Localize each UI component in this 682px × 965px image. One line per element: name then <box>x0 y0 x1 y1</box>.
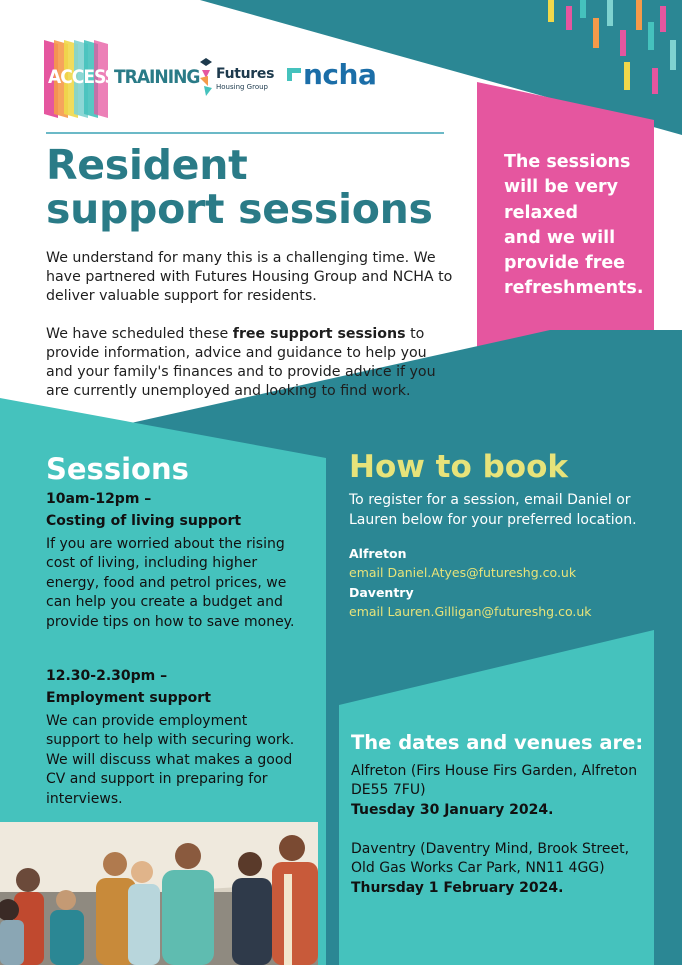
intro-text <box>46 249 456 420</box>
page-title <box>46 143 433 231</box>
callout-line: The sessions <box>504 152 631 172</box>
location-name: Daventry <box>349 585 414 600</box>
booking-email-link[interactable]: email Lauren.Gilligan@futureshg.co.uk <box>349 604 592 619</box>
session-time: 10am-12pm – <box>46 491 152 507</box>
futures-name: Futures <box>216 66 275 82</box>
how-to-book-text: To register for a session, email Daniel or Lauren below for your preferred location. <box>349 492 637 528</box>
access-word: ACCESS <box>48 66 116 88</box>
callout-line: will be very <box>504 177 619 198</box>
group-photo <box>0 822 318 965</box>
access-training-logo <box>44 40 200 120</box>
session-item <box>46 665 296 809</box>
intro-p2-bold: free support sessions <box>232 326 406 342</box>
venue-date: Thursday 1 February 2024. <box>351 879 564 896</box>
title-line-2: support sessions <box>46 185 433 233</box>
booking-location <box>349 544 576 582</box>
session-time: 12.30-2.30pm – <box>46 668 168 684</box>
callout-line: relaxed <box>504 202 578 223</box>
venue-item <box>351 762 651 820</box>
callout-line: provide free <box>504 253 626 274</box>
how-to-book-heading: How to book <box>349 449 568 485</box>
session-item <box>46 488 296 632</box>
booking-location <box>349 583 592 621</box>
session-description: We can provide employment support to help with securing work. We will discuss what makes a good CV and support in preparing for interviews. <box>46 713 295 807</box>
futures-housing-logo <box>198 56 275 102</box>
training-word: TRAINING <box>114 66 200 88</box>
dates-heading: The dates and venues are: <box>351 731 644 754</box>
title-line-1: Resident <box>46 141 248 189</box>
intro-p2-after: to provide information, advice and guidance to help you and your family's finances and to provide advice if you are currently unemployed and looking to find work. <box>46 326 436 399</box>
booking-email-link[interactable]: email Daniel.Atyes@futureshg.co.uk <box>349 565 577 580</box>
venue-date: Tuesday 30 January 2024. <box>351 801 554 818</box>
header-divider <box>46 132 444 134</box>
venue-address: Alfreton (Firs House Firs Garden, Alfreton DE55 7FU) <box>351 763 638 799</box>
refreshments-callout <box>504 150 654 302</box>
callout-line: refreshments. <box>504 278 644 299</box>
intro-paragraph-1: We understand for many this is a challenging time. We have partnered with Futures Housing Group and NCHA to deliver valuable support for residents. <box>46 250 453 304</box>
venue-address: Daventry (Daventry Mind, Brook Street, Old Gas Works Car Park, NN11 4GG) <box>351 841 630 877</box>
session-description: If you are worried about the rising cost of living, including higher energy, food and petrol prices, we can help you create a budget and provide tips on how to save money. <box>46 536 295 630</box>
session-title: Employment support <box>46 690 211 706</box>
ncha-logo <box>287 58 382 94</box>
location-name: Alfreton <box>349 546 407 561</box>
session-title: Costing of living support <box>46 513 242 529</box>
callout-line: and we will <box>504 227 616 248</box>
sessions-heading: Sessions <box>46 452 189 486</box>
intro-p2-before: We have scheduled these <box>46 326 233 342</box>
venue-item <box>351 840 651 898</box>
ncha-word: ncha <box>303 58 377 91</box>
intro-paragraph-2 <box>46 325 456 401</box>
futures-sub: Housing Group <box>216 83 268 91</box>
